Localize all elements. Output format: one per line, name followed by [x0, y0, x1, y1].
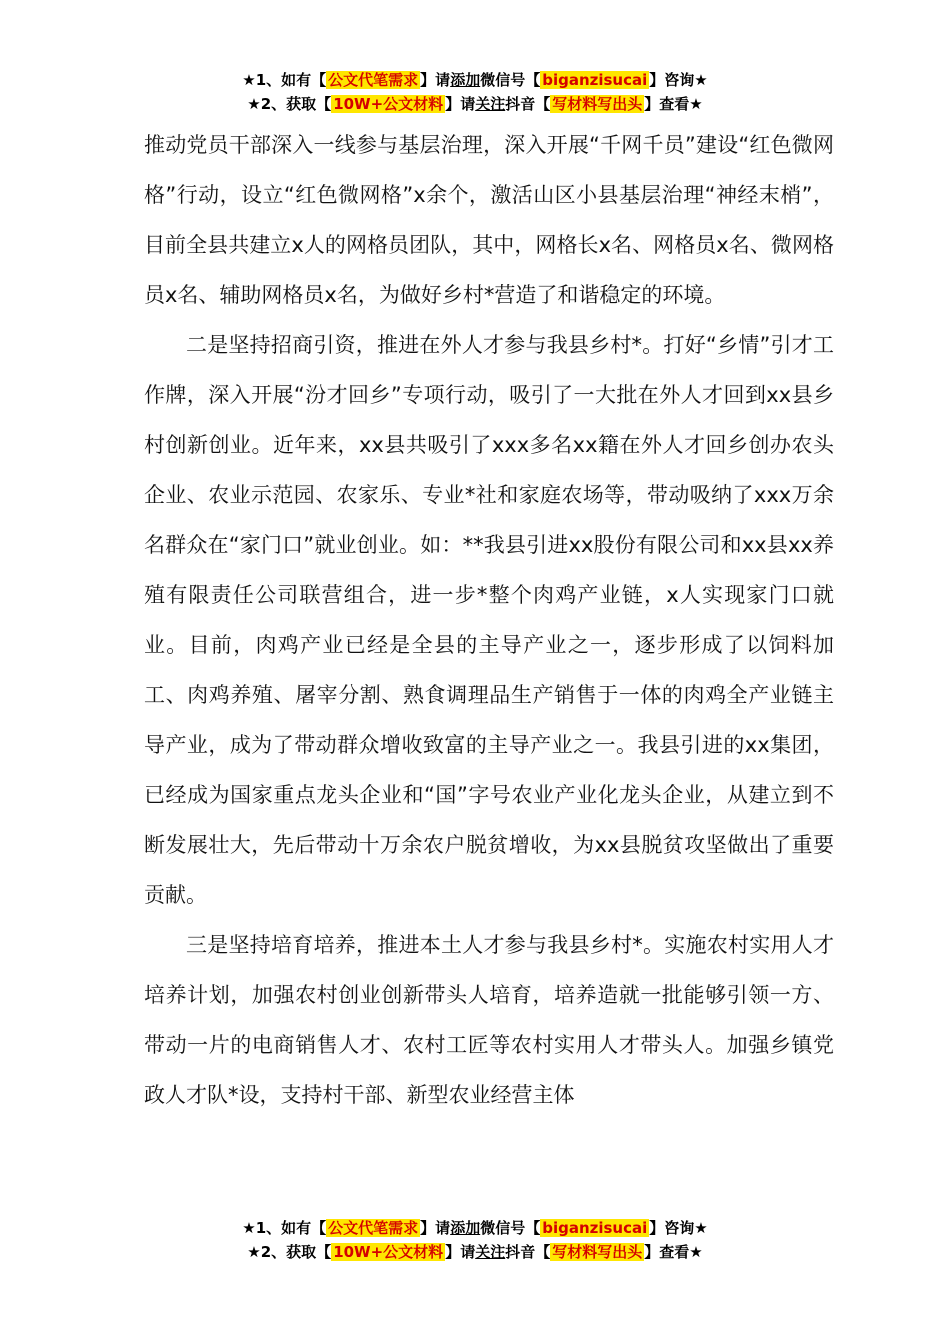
banner-text: ★2、获取【	[247, 95, 332, 113]
banner-text: 抖音【	[505, 95, 551, 113]
banner-text: 】请	[445, 1243, 476, 1261]
paragraph: 二是坚持招商引资，推进在外人才参与我县乡村*。打好“乡情”引才工作牌，深入开展“汾才回乡”专项行动，吸引了一大批在外人才回到xx县乡村创新创业。近年来，xx县共吸引了xxx多名xx籍在外人才回乡创办农头企业、农业示范园、农家乐、专业*社和家庭农场等，带动吸纳了xxx万余名群众在“家门口”就业创业。如：**我县引进xx股份有限公司和xx县xx养殖有限责任公司联营组合，进一步*整个肉鸡产业链，x人实现家门口就业。目前，肉鸡产业已经是全县的主导产业之一，逐步形成了以饲料加工、肉鸡养殖、屠宰分割、熟食调理品生产销售于一体的肉鸡全产业链主导产业，成为了带动群众增收致富的主导产业之一。我县引进的xx集团，已经成为国家重点龙头企业和“国”字号农业产业化龙头企业，从建立到不断发展壮大，先后带动十万余农户脱贫增收，为xx县脱贫攻坚做出了重要贡献。	[144, 333, 834, 907]
banner-douyin-id: 写材料写出头	[552, 1243, 643, 1261]
footer-banner	[0, 1216, 950, 1264]
banner-highlight: 10W+公文材料	[333, 95, 444, 113]
banner-text: ★1、如有【	[242, 1219, 327, 1237]
banner-text: 】请	[420, 71, 451, 89]
banner-highlight: 10W+公文材料	[333, 1243, 444, 1261]
banner-text: ★2、获取【	[247, 1243, 332, 1261]
banner-text: 】查看★	[644, 95, 703, 113]
banner-text: 】查看★	[644, 1243, 703, 1261]
banner-line-2	[0, 1240, 950, 1264]
banner-line-2	[0, 92, 950, 116]
banner-emphasis: 添加	[450, 1219, 481, 1237]
banner-wechat-id: biganzisucai	[542, 1219, 648, 1237]
banner-highlight: 公文代笔需求	[328, 71, 419, 89]
banner-emphasis: 关注	[475, 95, 506, 113]
banner-line-1	[0, 1216, 950, 1240]
header-banner	[0, 68, 950, 116]
banner-emphasis: 添加	[450, 71, 481, 89]
paragraph: 三是坚持培育培养，推进本土人才参与我县乡村*。实施农村实用人才培养计划，加强农村创业创新带头人培育，培养造就一批能够引领一方、带动一片的电商销售人才、农村工匠等农村实用人才带头人。加强乡镇党政人才队*设，支持村干部、新型农业经营主体	[144, 933, 834, 1107]
banner-text: 微信号【	[480, 71, 541, 89]
banner-highlight: 公文代笔需求	[328, 1219, 419, 1237]
banner-line-1	[0, 68, 950, 92]
banner-text: 】请	[420, 1219, 451, 1237]
banner-text: 】请	[445, 95, 476, 113]
banner-text: 】咨询★	[649, 1219, 708, 1237]
paragraph: 推动党员干部深入一线参与基层治理，深入开展“千网千员”建设“红色微网格”行动，设立“红色微网格”x余个，激活山区小县基层治理“神经末梢”，目前全县共建立x人的网格员团队，其中，网格长x名、网格员x名、微网格员x名、辅助网格员x名，为做好乡村*营造了和谐稳定的环境。	[144, 133, 834, 307]
banner-text: 微信号【	[480, 1219, 541, 1237]
banner-douyin-id: 写材料写出头	[552, 95, 643, 113]
banner-text: 】咨询★	[649, 71, 708, 89]
document-body	[144, 120, 834, 1120]
banner-text: ★1、如有【	[242, 71, 327, 89]
banner-wechat-id: biganzisucai	[542, 71, 648, 89]
banner-text: 抖音【	[505, 1243, 551, 1261]
banner-emphasis: 关注	[475, 1243, 506, 1261]
